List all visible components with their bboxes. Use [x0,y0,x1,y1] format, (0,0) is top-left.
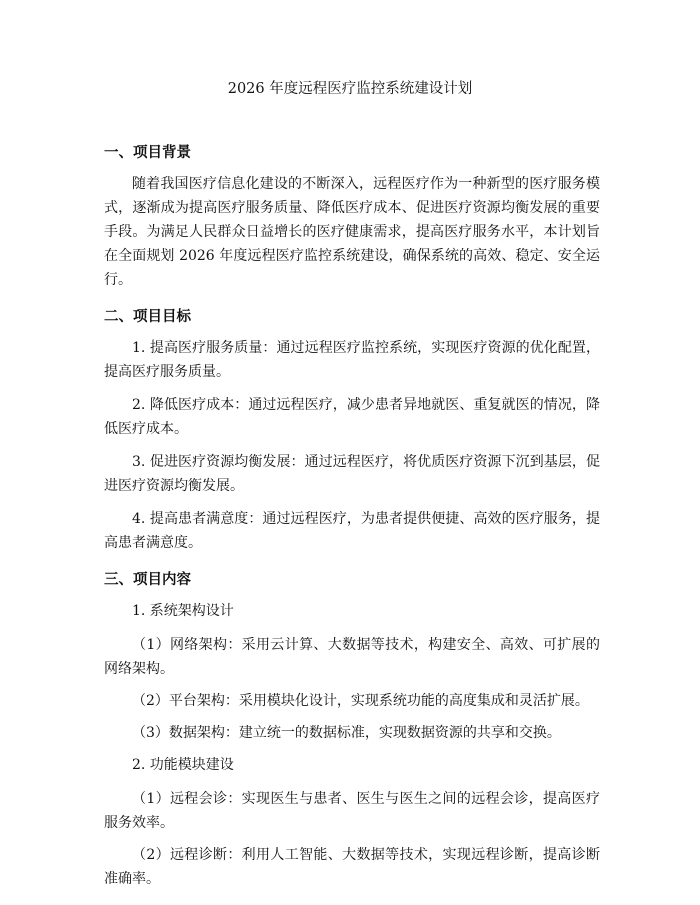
goal-item: 2. 降低医疗成本：通过远程医疗，减少患者异地就医、重复就医的情况，降低医疗成本。 [104,397,600,437]
section-content [104,569,600,891]
section-heading-background: 一、项目背景 [104,145,191,161]
background-paragraph: 随着我国医疗信息化建设的不断深入，远程医疗作为一种新型的医疗服务模式，逐渐成为提高医疗服务质量、降低医疗成本、促进医疗资源均衡发展的重要手段。为满足人民群众日益增长的医疗健康需求，提高医疗服务水平，本计划旨在全面规划 2026 年度远程医疗监控系统建设，确保系统的高效、稳定、安全运行。 [104,176,600,288]
module-item: （2）远程诊断：利用人工智能、大数据等技术，实现远程诊断，提高诊断准确率。 [104,847,600,887]
document-body [104,142,600,899]
module-item: （1）远程会诊：实现医生与患者、医生与医生之间的远程会诊，提高医疗服务效率。 [104,791,600,831]
goal-item: 1. 提高医疗服务质量：通过远程医疗监控系统，实现医疗资源的优化配置，提高医疗服务质量。 [104,340,600,380]
goal-item: 3. 促进医疗资源均衡发展：通过远程医疗，将优质医疗资源下沉到基层，促进医疗资源均衡发展。 [104,454,600,494]
subheading-architecture: 1. 系统架构设计 [132,603,234,619]
section-heading-goals: 二、项目目标 [104,309,191,325]
section-heading-content: 三、项目内容 [104,572,191,588]
goal-item: 4. 提高患者满意度：通过远程医疗，为患者提供便捷、高效的医疗服务，提高患者满意度。 [104,511,600,551]
architecture-item: （3）数据架构：建立统一的数据标准，实现数据资源的共享和交换。 [132,725,561,741]
architecture-item: （2）平台架构：采用模块化设计，实现系统功能的高度集成和灵活扩展。 [132,693,589,709]
section-goals [104,306,600,555]
document-title: 2026 年度远程医疗监控系统建设计划 [227,81,473,97]
subheading-modules: 2. 功能模块建设 [132,757,234,773]
section-background [104,142,600,292]
architecture-item: （1）网络架构：采用云计算、大数据等技术，构建安全、高效、可扩展的网络架构。 [104,637,600,677]
